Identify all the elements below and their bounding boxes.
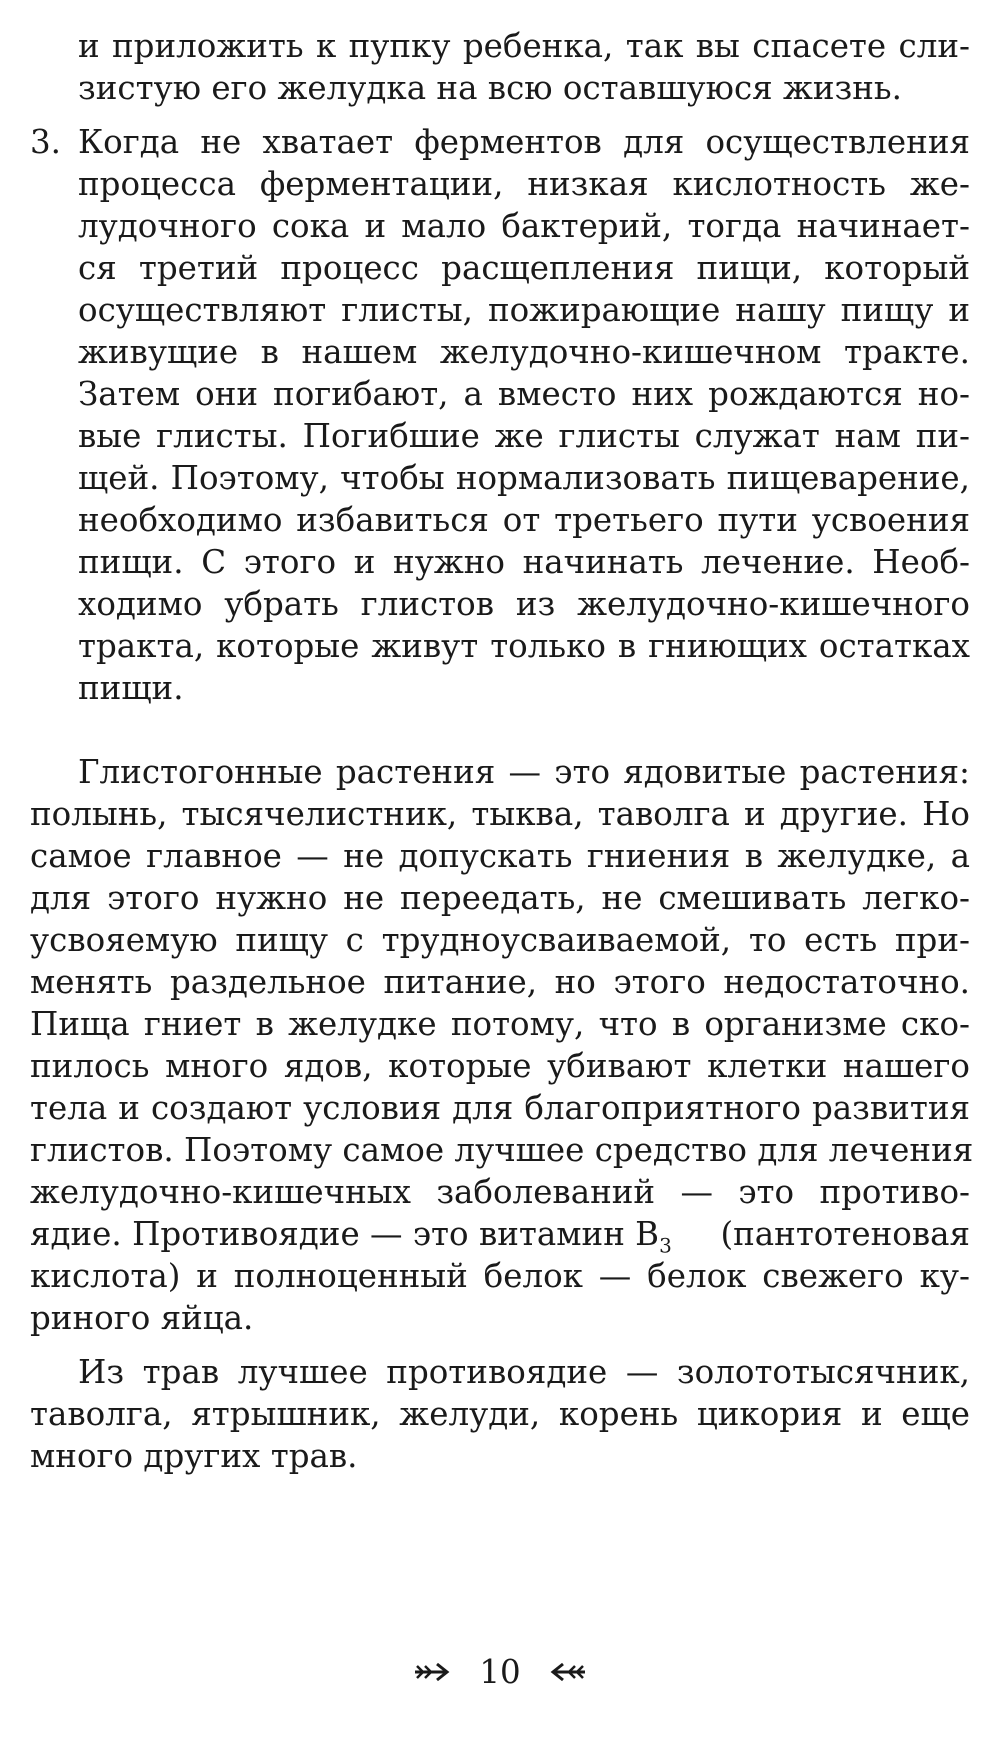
text-line: пищи. С этого и нужно начинать лечение. Необ- bbox=[78, 543, 970, 581]
text-line: ходимо убрать глистов из желудочно-кишечного bbox=[78, 585, 970, 623]
text-line: для этого нужно не переедать, не смешивать легко- bbox=[30, 879, 970, 917]
text-line: Пища гниет в желудке потому, что в организме ско- bbox=[30, 1005, 970, 1043]
text-line: усвояемую пищу с трудноусваиваемой, то есть при- bbox=[30, 921, 970, 959]
page-footer bbox=[0, 1650, 1000, 1694]
text-line: глистов. Поэтому самое лучшее средство для лечения bbox=[30, 1131, 974, 1169]
text-line: зистую его желудка на всю оставшуюся жизнь. bbox=[78, 69, 902, 107]
text-line: ся третий процесс расщепления пищи, который bbox=[78, 249, 970, 287]
text-line: тела и создают условия для благоприятного развития bbox=[30, 1089, 970, 1127]
text-line: пищи. bbox=[78, 669, 184, 707]
vitamin-text-after: (пантотеновая bbox=[720, 1215, 970, 1253]
text-line: процесса ферментации, низкая кислотность же- bbox=[78, 165, 970, 203]
text-line: желудочно-кишечных заболеваний — это противо- bbox=[30, 1173, 970, 1211]
text-line: много других трав. bbox=[30, 1437, 358, 1475]
page-number: 10 bbox=[479, 1653, 521, 1691]
text-line: риного яйца. bbox=[30, 1299, 254, 1337]
text-line: необходимо избавиться от третьего пути усвоения bbox=[78, 501, 970, 539]
text-line: таволга, ятрышник, желуди, корень цикория и еще bbox=[30, 1395, 970, 1433]
text-line: тракта, которые живут только в гниющих остатках bbox=[78, 627, 970, 665]
list-item-number: 3. bbox=[30, 123, 62, 161]
text-line: живущие в нашем желудочно-кишечном тракте. bbox=[78, 333, 970, 371]
text-line: щей. Поэтому, чтобы нормализовать пищеварение, bbox=[78, 459, 970, 497]
text-line: и приложить к пупку ребенка, так вы спасете сли- bbox=[78, 27, 970, 65]
text-line: пилось много ядов, которые убивают клетки нашего bbox=[30, 1047, 970, 1085]
text-line: вые глисты. Погибшие же глисты служат нам пи- bbox=[78, 417, 970, 455]
text-line: Затем они погибают, а вместо них рождаются но- bbox=[78, 375, 970, 413]
text-line: Когда не хватает ферментов для осуществления bbox=[78, 123, 970, 161]
text-line: лудочного сока и мало бактерий, тогда начинает- bbox=[78, 207, 970, 245]
text-line: самое главное — не допускать гниения в желудке, а bbox=[30, 837, 970, 875]
text-line: Глистогонные растения — это ядовитые растения: bbox=[78, 753, 970, 791]
arrow-right-ornament-icon bbox=[413, 1660, 453, 1684]
text-line: менять раздельное питание, но этого недостаточно. bbox=[30, 963, 970, 1001]
text-line-vitamin bbox=[30, 1212, 970, 1256]
arrow-left-ornament-icon bbox=[547, 1660, 587, 1684]
vitamin-subscript: 3 bbox=[659, 1233, 672, 1258]
text-line: Из трав лучшее противоядие — золототысячник, bbox=[78, 1353, 970, 1391]
text-line: кислота) и полноценный белок — белок свежего ку- bbox=[30, 1257, 970, 1295]
text-line: осуществляют глисты, пожирающие нашу пищу и bbox=[78, 291, 970, 329]
vitamin-text: ядие. Противоядие — это витамин $B_3$ bbox=[30, 1215, 672, 1258]
text-line: полынь, тысячелистник, тыква, таволга и другие. Но bbox=[30, 795, 970, 833]
